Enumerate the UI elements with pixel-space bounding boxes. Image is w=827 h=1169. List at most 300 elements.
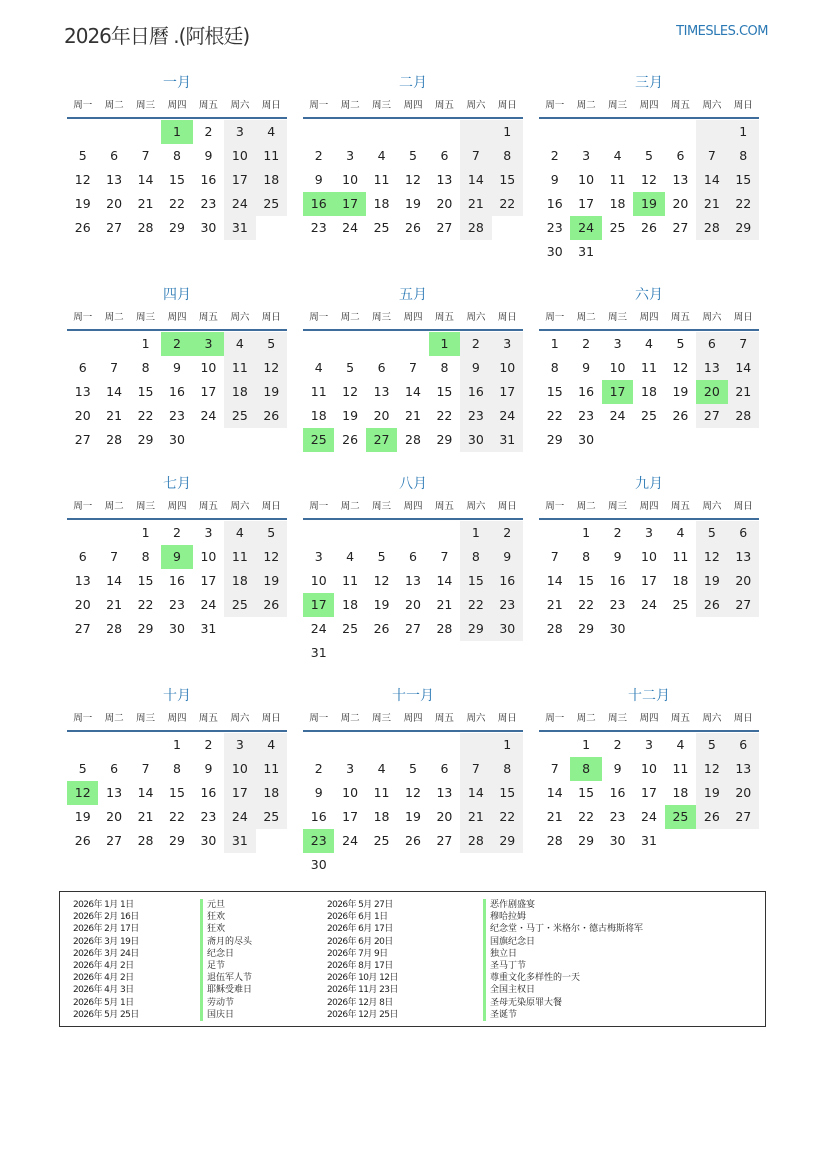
day-cell[interactable]: 7: [460, 144, 491, 168]
day-cell[interactable]: 19: [342, 408, 359, 423]
day-cell[interactable]: 23: [578, 408, 595, 423]
day-cell[interactable]: 22: [578, 809, 595, 824]
day-cell[interactable]: 12: [405, 172, 421, 187]
day-cell[interactable]: 4: [377, 148, 386, 163]
day-cell[interactable]: 8: [570, 757, 601, 781]
day-cell[interactable]: 1: [429, 332, 460, 356]
day-cell[interactable]: 10: [342, 172, 359, 187]
day-cell[interactable]: 23: [609, 809, 626, 824]
day-cell[interactable]: 1: [728, 120, 759, 144]
day-cell[interactable]: 31: [224, 829, 255, 853]
day-cell[interactable]: 20: [696, 380, 727, 404]
day-cell[interactable]: 16: [609, 785, 626, 800]
day-cell[interactable]: 7: [460, 757, 491, 781]
day-cell[interactable]: 20: [436, 196, 453, 211]
day-cell[interactable]: 21: [696, 192, 727, 216]
day-cell[interactable]: 4: [224, 332, 255, 356]
day-cell[interactable]: 10: [641, 549, 657, 564]
day-cell[interactable]: 16: [169, 384, 185, 399]
day-cell[interactable]: 12: [405, 785, 421, 800]
day-cell[interactable]: 15: [137, 573, 154, 588]
day-cell[interactable]: 30: [546, 244, 563, 259]
day-cell[interactable]: 27: [74, 621, 91, 636]
day-cell[interactable]: 12: [256, 356, 287, 380]
day-cell[interactable]: 5: [78, 148, 87, 163]
day-cell[interactable]: 25: [342, 621, 359, 636]
day-cell[interactable]: 2: [550, 148, 559, 163]
day-cell[interactable]: 31: [641, 833, 657, 848]
day-cell[interactable]: 30: [169, 621, 185, 636]
day-cell[interactable]: 27: [728, 593, 759, 617]
day-cell[interactable]: 21: [106, 408, 123, 423]
day-cell[interactable]: 13: [728, 757, 759, 781]
day-cell[interactable]: 17: [641, 573, 657, 588]
day-cell[interactable]: 8: [141, 360, 150, 375]
day-cell[interactable]: 8: [460, 545, 491, 569]
day-cell[interactable]: 2: [161, 332, 192, 356]
day-cell[interactable]: 29: [169, 220, 185, 235]
day-cell[interactable]: 1: [492, 120, 523, 144]
day-cell[interactable]: 5: [409, 148, 417, 163]
day-cell[interactable]: 28: [460, 829, 491, 853]
day-cell[interactable]: 18: [310, 408, 327, 423]
day-cell[interactable]: 18: [672, 785, 689, 800]
day-cell[interactable]: 1: [141, 525, 150, 540]
day-cell[interactable]: 20: [373, 408, 390, 423]
day-cell[interactable]: 9: [314, 172, 323, 187]
day-cell[interactable]: 1: [173, 737, 181, 752]
day-cell[interactable]: 25: [256, 805, 287, 829]
day-cell[interactable]: 7: [110, 360, 119, 375]
day-cell[interactable]: 5: [696, 733, 727, 757]
day-cell[interactable]: 17: [303, 593, 334, 617]
day-cell[interactable]: 6: [110, 761, 119, 776]
day-cell[interactable]: 26: [405, 833, 421, 848]
day-cell[interactable]: 22: [137, 408, 154, 423]
day-cell[interactable]: 19: [405, 196, 421, 211]
day-cell[interactable]: 19: [405, 809, 421, 824]
day-cell[interactable]: 24: [641, 597, 657, 612]
day-cell[interactable]: 2: [314, 761, 323, 776]
day-cell[interactable]: 27: [366, 428, 397, 452]
day-cell[interactable]: 2: [492, 521, 523, 545]
day-cell[interactable]: 27: [436, 220, 453, 235]
day-cell[interactable]: 26: [373, 621, 390, 636]
day-cell[interactable]: 7: [440, 549, 449, 564]
day-cell[interactable]: 25: [373, 220, 390, 235]
day-cell[interactable]: 26: [405, 220, 421, 235]
day-cell[interactable]: 25: [609, 220, 626, 235]
day-cell[interactable]: 19: [74, 196, 91, 211]
day-cell[interactable]: 6: [728, 733, 759, 757]
day-cell[interactable]: 28: [137, 220, 154, 235]
day-cell[interactable]: 10: [224, 757, 255, 781]
day-cell[interactable]: 5: [256, 332, 287, 356]
day-cell[interactable]: 23: [310, 220, 327, 235]
day-cell[interactable]: 25: [672, 597, 689, 612]
day-cell[interactable]: 21: [436, 597, 453, 612]
day-cell[interactable]: 31: [578, 244, 595, 259]
day-cell[interactable]: 2: [204, 737, 213, 752]
day-cell[interactable]: 27: [436, 833, 453, 848]
day-cell[interactable]: 22: [492, 192, 523, 216]
day-cell[interactable]: 24: [342, 833, 359, 848]
day-cell[interactable]: 2: [460, 332, 491, 356]
day-cell[interactable]: 10: [492, 356, 523, 380]
day-cell[interactable]: 8: [728, 144, 759, 168]
day-cell[interactable]: 14: [106, 384, 123, 399]
day-cell[interactable]: 3: [582, 148, 591, 163]
day-cell[interactable]: 8: [492, 144, 523, 168]
day-cell[interactable]: 8: [440, 360, 449, 375]
day-cell[interactable]: 30: [609, 833, 626, 848]
day-cell[interactable]: 6: [440, 761, 449, 776]
day-cell[interactable]: 9: [204, 761, 213, 776]
day-cell[interactable]: 22: [546, 408, 563, 423]
day-cell[interactable]: 14: [460, 168, 491, 192]
day-cell[interactable]: 3: [346, 148, 355, 163]
day-cell[interactable]: 31: [310, 645, 327, 660]
day-cell[interactable]: 22: [460, 593, 491, 617]
day-cell[interactable]: 26: [256, 593, 287, 617]
day-cell[interactable]: 11: [373, 172, 390, 187]
day-cell[interactable]: 27: [672, 220, 689, 235]
day-cell[interactable]: 3: [613, 336, 622, 351]
day-cell[interactable]: 11: [224, 356, 255, 380]
day-cell[interactable]: 23: [303, 829, 334, 853]
day-cell[interactable]: 27: [405, 621, 421, 636]
day-cell[interactable]: 14: [728, 356, 759, 380]
day-cell[interactable]: 17: [224, 168, 255, 192]
day-cell[interactable]: 9: [204, 148, 213, 163]
day-cell[interactable]: 18: [641, 384, 657, 399]
day-cell[interactable]: 29: [578, 833, 595, 848]
day-cell[interactable]: 24: [310, 621, 327, 636]
day-cell[interactable]: 22: [578, 597, 595, 612]
day-cell[interactable]: 13: [436, 785, 453, 800]
day-cell[interactable]: 1: [582, 737, 591, 752]
day-cell[interactable]: 12: [641, 172, 657, 187]
day-cell[interactable]: 6: [728, 521, 759, 545]
day-cell[interactable]: 29: [169, 833, 185, 848]
day-cell[interactable]: 27: [106, 833, 123, 848]
day-cell[interactable]: 27: [728, 805, 759, 829]
day-cell[interactable]: 20: [106, 196, 123, 211]
day-cell[interactable]: 3: [224, 733, 255, 757]
day-cell[interactable]: 5: [645, 148, 653, 163]
day-cell[interactable]: 11: [373, 785, 390, 800]
day-cell[interactable]: 28: [728, 404, 759, 428]
day-cell[interactable]: 25: [303, 428, 334, 452]
day-cell[interactable]: 16: [578, 384, 595, 399]
day-cell[interactable]: 9: [161, 545, 192, 569]
day-cell[interactable]: 15: [578, 785, 595, 800]
day-cell[interactable]: 30: [609, 621, 626, 636]
day-cell[interactable]: 11: [342, 573, 359, 588]
day-cell[interactable]: 10: [224, 144, 255, 168]
day-cell[interactable]: 30: [169, 432, 185, 447]
day-cell[interactable]: 2: [204, 124, 213, 139]
day-cell[interactable]: 11: [256, 144, 287, 168]
day-cell[interactable]: 8: [550, 360, 559, 375]
day-cell[interactable]: 28: [546, 833, 563, 848]
day-cell[interactable]: 20: [106, 809, 123, 824]
day-cell[interactable]: 20: [405, 597, 421, 612]
day-cell[interactable]: 25: [665, 805, 696, 829]
day-cell[interactable]: 30: [578, 432, 595, 447]
day-cell[interactable]: 3: [314, 549, 323, 564]
day-cell[interactable]: 26: [256, 404, 287, 428]
day-cell[interactable]: 23: [460, 404, 491, 428]
day-cell[interactable]: 16: [303, 192, 334, 216]
day-cell[interactable]: 4: [645, 336, 653, 351]
day-cell[interactable]: 19: [672, 384, 689, 399]
day-cell[interactable]: 30: [200, 220, 217, 235]
day-cell[interactable]: 15: [492, 781, 523, 805]
day-cell[interactable]: 21: [137, 196, 154, 211]
day-cell[interactable]: 17: [224, 781, 255, 805]
day-cell[interactable]: 13: [696, 356, 727, 380]
day-cell[interactable]: 4: [377, 761, 386, 776]
day-cell[interactable]: 18: [256, 168, 287, 192]
day-cell[interactable]: 17: [602, 380, 633, 404]
day-cell[interactable]: 29: [728, 216, 759, 240]
day-cell[interactable]: 3: [346, 761, 355, 776]
day-cell[interactable]: 2: [314, 148, 323, 163]
day-cell[interactable]: 24: [641, 809, 657, 824]
day-cell[interactable]: 1: [460, 521, 491, 545]
day-cell[interactable]: 19: [633, 192, 664, 216]
day-cell[interactable]: 13: [672, 172, 689, 187]
day-cell[interactable]: 22: [169, 196, 185, 211]
day-cell[interactable]: 15: [546, 384, 563, 399]
day-cell[interactable]: 23: [546, 220, 563, 235]
day-cell[interactable]: 23: [492, 593, 523, 617]
day-cell[interactable]: 29: [492, 829, 523, 853]
day-cell[interactable]: 24: [224, 192, 255, 216]
day-cell[interactable]: 7: [110, 549, 119, 564]
day-cell[interactable]: 23: [200, 196, 217, 211]
day-cell[interactable]: 21: [460, 805, 491, 829]
day-cell[interactable]: 1: [141, 336, 150, 351]
day-cell[interactable]: 5: [696, 521, 727, 545]
day-cell[interactable]: 23: [169, 408, 185, 423]
day-cell[interactable]: 9: [492, 545, 523, 569]
day-cell[interactable]: 11: [641, 360, 657, 375]
day-cell[interactable]: 14: [137, 172, 154, 187]
day-cell[interactable]: 16: [609, 573, 626, 588]
day-cell[interactable]: 21: [405, 408, 421, 423]
day-cell[interactable]: 22: [169, 809, 185, 824]
day-cell[interactable]: 18: [672, 573, 689, 588]
day-cell[interactable]: 20: [672, 196, 689, 211]
day-cell[interactable]: 28: [696, 216, 727, 240]
day-cell[interactable]: 22: [728, 192, 759, 216]
day-cell[interactable]: 18: [342, 597, 359, 612]
day-cell[interactable]: 17: [200, 573, 217, 588]
brand-logo-text[interactable]: TIMESLES.COM: [676, 24, 768, 39]
day-cell[interactable]: 4: [256, 120, 287, 144]
day-cell[interactable]: 2: [173, 525, 181, 540]
day-cell[interactable]: 4: [676, 525, 685, 540]
day-cell[interactable]: 28: [106, 432, 123, 447]
day-cell[interactable]: 6: [377, 360, 386, 375]
day-cell[interactable]: 9: [460, 356, 491, 380]
day-cell[interactable]: 19: [256, 380, 287, 404]
day-cell[interactable]: 18: [256, 781, 287, 805]
day-cell[interactable]: 17: [334, 192, 365, 216]
day-cell[interactable]: 15: [169, 785, 185, 800]
day-cell[interactable]: 23: [200, 809, 217, 824]
day-cell[interactable]: 19: [74, 809, 91, 824]
day-cell[interactable]: 12: [74, 172, 91, 187]
day-cell[interactable]: 27: [74, 432, 91, 447]
day-cell[interactable]: 12: [67, 781, 98, 805]
day-cell[interactable]: 9: [173, 360, 181, 375]
day-cell[interactable]: 5: [377, 549, 386, 564]
day-cell[interactable]: 30: [460, 428, 491, 452]
day-cell[interactable]: 15: [492, 168, 523, 192]
day-cell[interactable]: 20: [728, 781, 759, 805]
day-cell[interactable]: 12: [696, 545, 727, 569]
day-cell[interactable]: 26: [672, 408, 689, 423]
day-cell[interactable]: 7: [409, 360, 417, 375]
day-cell[interactable]: 14: [696, 168, 727, 192]
day-cell[interactable]: 26: [342, 432, 359, 447]
day-cell[interactable]: 17: [492, 380, 523, 404]
day-cell[interactable]: 9: [314, 785, 323, 800]
day-cell[interactable]: 30: [310, 857, 327, 872]
day-cell[interactable]: 24: [342, 220, 359, 235]
day-cell[interactable]: 10: [342, 785, 359, 800]
day-cell[interactable]: 3: [645, 525, 653, 540]
day-cell[interactable]: 1: [161, 120, 192, 144]
day-cell[interactable]: 5: [78, 761, 87, 776]
day-cell[interactable]: 15: [436, 384, 453, 399]
day-cell[interactable]: 24: [200, 408, 217, 423]
day-cell[interactable]: 2: [613, 525, 622, 540]
day-cell[interactable]: 31: [492, 428, 523, 452]
day-cell[interactable]: 9: [613, 549, 622, 564]
day-cell[interactable]: 4: [676, 737, 685, 752]
day-cell[interactable]: 24: [609, 408, 626, 423]
day-cell[interactable]: 13: [373, 384, 390, 399]
day-cell[interactable]: 12: [256, 545, 287, 569]
day-cell[interactable]: 19: [696, 781, 727, 805]
day-cell[interactable]: 15: [169, 172, 185, 187]
day-cell[interactable]: 22: [492, 805, 523, 829]
day-cell[interactable]: 25: [224, 404, 255, 428]
day-cell[interactable]: 18: [609, 196, 626, 211]
day-cell[interactable]: 29: [137, 621, 154, 636]
day-cell[interactable]: 31: [224, 216, 255, 240]
day-cell[interactable]: 5: [676, 336, 685, 351]
day-cell[interactable]: 13: [106, 172, 123, 187]
day-cell[interactable]: 6: [78, 360, 87, 375]
day-cell[interactable]: 10: [578, 172, 595, 187]
day-cell[interactable]: 28: [460, 216, 491, 240]
day-cell[interactable]: 14: [436, 573, 453, 588]
day-cell[interactable]: 7: [696, 144, 727, 168]
day-cell[interactable]: 24: [492, 404, 523, 428]
day-cell[interactable]: 16: [310, 809, 327, 824]
day-cell[interactable]: 4: [613, 148, 622, 163]
day-cell[interactable]: 10: [641, 761, 657, 776]
day-cell[interactable]: 8: [173, 148, 181, 163]
day-cell[interactable]: 11: [310, 384, 327, 399]
day-cell[interactable]: 2: [582, 336, 591, 351]
day-cell[interactable]: 21: [460, 192, 491, 216]
day-cell[interactable]: 15: [137, 384, 154, 399]
day-cell[interactable]: 21: [546, 597, 563, 612]
day-cell[interactable]: 19: [373, 597, 390, 612]
day-cell[interactable]: 19: [256, 569, 287, 593]
day-cell[interactable]: 28: [137, 833, 154, 848]
day-cell[interactable]: 1: [582, 525, 591, 540]
day-cell[interactable]: 6: [409, 549, 417, 564]
day-cell[interactable]: 28: [106, 621, 123, 636]
day-cell[interactable]: 21: [728, 380, 759, 404]
day-cell[interactable]: 11: [224, 545, 255, 569]
day-cell[interactable]: 23: [169, 597, 185, 612]
day-cell[interactable]: 5: [409, 761, 417, 776]
day-cell[interactable]: 20: [436, 809, 453, 824]
day-cell[interactable]: 7: [550, 549, 559, 564]
day-cell[interactable]: 13: [74, 573, 91, 588]
day-cell[interactable]: 9: [613, 761, 622, 776]
day-cell[interactable]: 17: [342, 809, 359, 824]
day-cell[interactable]: 4: [256, 733, 287, 757]
day-cell[interactable]: 19: [696, 569, 727, 593]
day-cell[interactable]: 16: [169, 573, 185, 588]
day-cell[interactable]: 12: [342, 384, 359, 399]
day-cell[interactable]: 11: [672, 761, 689, 776]
day-cell[interactable]: 6: [110, 148, 119, 163]
day-cell[interactable]: 31: [200, 621, 217, 636]
day-cell[interactable]: 10: [609, 360, 626, 375]
day-cell[interactable]: 11: [256, 757, 287, 781]
day-cell[interactable]: 26: [696, 805, 727, 829]
day-cell[interactable]: 20: [74, 597, 91, 612]
day-cell[interactable]: 16: [492, 569, 523, 593]
day-cell[interactable]: 14: [460, 781, 491, 805]
day-cell[interactable]: 13: [74, 384, 91, 399]
day-cell[interactable]: 16: [200, 172, 217, 187]
day-cell[interactable]: 9: [582, 360, 591, 375]
day-cell[interactable]: 25: [224, 593, 255, 617]
day-cell[interactable]: 15: [578, 573, 595, 588]
day-cell[interactable]: 26: [641, 220, 657, 235]
day-cell[interactable]: 16: [460, 380, 491, 404]
day-cell[interactable]: 25: [373, 833, 390, 848]
day-cell[interactable]: 12: [672, 360, 689, 375]
day-cell[interactable]: 3: [224, 120, 255, 144]
day-cell[interactable]: 28: [436, 621, 453, 636]
day-cell[interactable]: 20: [74, 408, 91, 423]
day-cell[interactable]: 28: [405, 432, 421, 447]
day-cell[interactable]: 14: [546, 785, 563, 800]
day-cell[interactable]: 29: [436, 432, 453, 447]
day-cell[interactable]: 18: [373, 809, 390, 824]
day-cell[interactable]: 14: [137, 785, 154, 800]
day-cell[interactable]: 12: [373, 573, 390, 588]
day-cell[interactable]: 14: [546, 573, 563, 588]
day-cell[interactable]: 26: [74, 833, 91, 848]
day-cell[interactable]: 7: [141, 761, 150, 776]
day-cell[interactable]: 27: [106, 220, 123, 235]
day-cell[interactable]: 3: [645, 737, 653, 752]
day-cell[interactable]: 15: [728, 168, 759, 192]
